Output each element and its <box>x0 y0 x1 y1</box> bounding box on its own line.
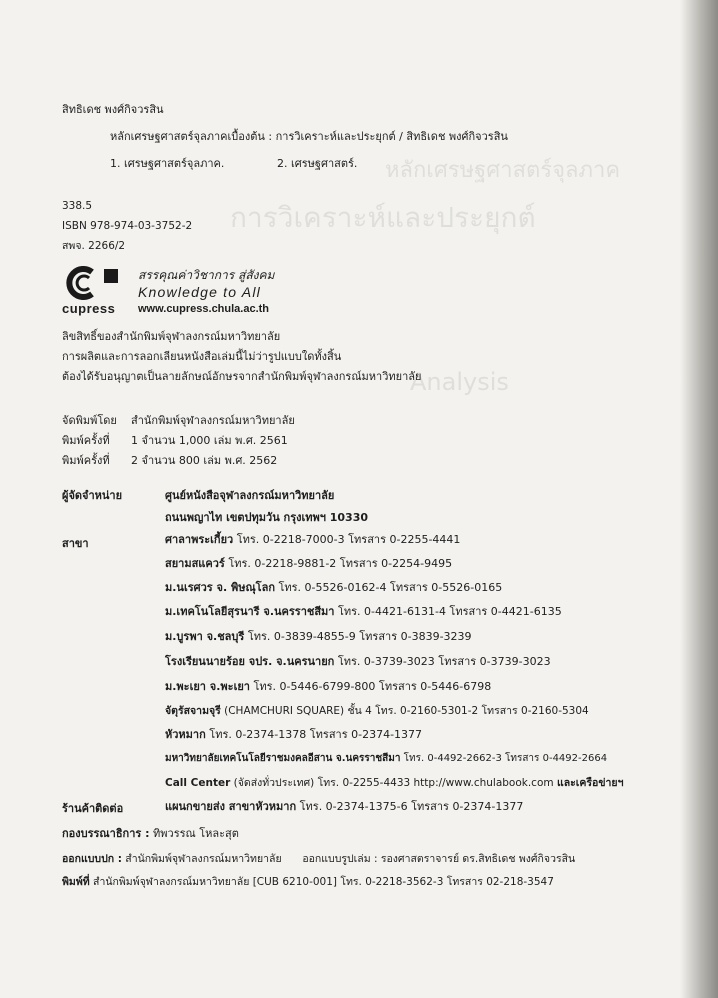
logo-slogan-thai: สรรคุณค่าวิชาการ สู่สังคม <box>138 268 275 282</box>
branch-contact: โทร. 0-5446-6799-800 โทรสาร 0-5446-6798 <box>253 680 492 693</box>
print-1-value: 1 จำนวน 1,000 เล่ม พ.ศ. 2561 <box>131 434 288 447</box>
retail-value: แผนกขายส่ง สาขาหัวหมาก <box>165 800 297 813</box>
branch-contact: โทร. 0-3839-4855-9 โทรสาร 0-3839-3239 <box>247 630 472 643</box>
catalog-subject-1: 1. เศรษฐศาสตร์จุลภาค. <box>110 157 225 170</box>
distributor-name: ศูนย์หนังสือจุฬาลงกรณ์มหาวิทยาลัย <box>165 489 335 502</box>
list-item <box>165 704 589 718</box>
distributor-address: ถนนพญาไท เขตปทุมวัน กรุงเทพฯ 10330 <box>165 511 369 524</box>
branch-contact: โทร. 0-2218-7000-3 โทรสาร 0-2255-4441 <box>236 533 461 546</box>
editor-line <box>62 827 239 841</box>
branch-name: มหาวิทยาลัยเทคโนโลยีราชมงคลอีสาน จ.นครราชสีมา <box>165 753 401 764</box>
copyright-line-3: ต้องได้รับอนุญาตเป็นลายลักษณ์อักษรจากสำนักพิมพ์จุฬาลงกรณ์มหาวิทยาลัย <box>62 370 422 383</box>
list-item <box>165 680 491 694</box>
distributor-label: ผู้จัดจำหน่าย <box>62 489 123 502</box>
branch-contact: โทร. 0-4492-2662-3 โทรสาร 0-4492-2664 <box>403 753 608 764</box>
branch-name: ม.นเรศวร จ. พิษณุโลก <box>165 581 275 594</box>
catalog-isbn: ISBN 978-974-03-3752-2 <box>62 220 193 232</box>
editor-label: กองบรรณาธิการ : <box>62 827 150 840</box>
branch-name: โรงเรียนนายร้อย จปร. จ.นครนายก <box>165 655 335 668</box>
retail-line <box>165 800 523 814</box>
printer-line <box>62 875 554 889</box>
publisher-value: สำนักพิมพ์จุฬาลงกรณ์มหาวิทยาลัย <box>131 414 295 427</box>
layout-design-value: รองศาสตราจารย์ ดร.สิทธิเดช พงศ์กิจวรสิน <box>380 853 576 865</box>
call-center-contact: (จัดส่งทั่วประเทศ) โทร. 0-2255-4433 http://www.chulabook.com <box>233 777 554 789</box>
call-center-name: Call Center <box>165 777 231 789</box>
list-item <box>165 630 472 644</box>
book-spine-shadow <box>680 0 718 998</box>
logo-slogan-english: Knowledge to All <box>138 284 261 300</box>
branch-name: ม.เทคโนโลยีสุรนารี จ.นครราชสีมา <box>165 605 335 618</box>
copyright-line-1: ลิขสิทธิ์ของสำนักพิมพ์จุฬาลงกรณ์มหาวิทยาลัย <box>62 330 281 343</box>
logo-wordmark: cupress <box>62 301 116 316</box>
printer-value: สำนักพิมพ์จุฬาลงกรณ์มหาวิทยาลัย [CUB 6210-001] โทร. 0-2218-3562-3 โทรสาร 02-218-3547 <box>93 876 554 888</box>
layout-design-label: ออกแบบรูปเล่ม : <box>302 853 378 865</box>
cover-design-value: สำนักพิมพ์จุฬาลงกรณ์มหาวิทยาลัย <box>125 853 282 865</box>
print-1-label: พิมพ์ครั้งที่ <box>62 434 110 447</box>
catalog-spw: สพจ. 2266/2 <box>62 240 126 252</box>
branch-name: หัวหมาก <box>165 728 206 741</box>
catalog-author: สิทธิเดช พงศ์กิจวรสิน <box>62 103 164 116</box>
show-through-text: การวิเคราะห์และประยุกต์ <box>230 201 536 234</box>
branch-contact: โทร. 0-2218-9881-2 โทรสาร 0-2254-9495 <box>228 557 453 570</box>
cover-design-label: ออกแบบปก : <box>62 853 122 865</box>
branch-contact: โทร. 0-2374-1378 โทรสาร 0-2374-1377 <box>209 728 423 741</box>
branch-name: ศาลาพระเกี้ยว <box>165 533 234 546</box>
copyright-line-2: การผลิตและการลอกเลียนหนังสือเล่มนี้ไม่ว่ารูปแบบใดทั้งสิ้น <box>62 350 342 363</box>
retail-label: ร้านค้าติดต่อ <box>62 802 124 815</box>
show-through-text: หลักเศรษฐศาสตร์จุลภาค <box>385 158 621 183</box>
list-item <box>165 728 422 742</box>
branch-contact: (CHAMCHURI SQUARE) ชั้น 4 โทร. 0-2160-5301-2 โทรสาร 0-2160-5304 <box>224 705 589 717</box>
print-2-value: 2 จำนวน 800 เล่ม พ.ศ. 2562 <box>131 454 278 467</box>
list-item <box>165 533 460 547</box>
catalog-subject-2: 2. เศรษฐศาสตร์. <box>277 157 358 170</box>
list-item <box>165 776 623 790</box>
design-line <box>62 852 575 866</box>
list-item <box>165 655 551 669</box>
editor-value: ทิพวรรณ โหละสุต <box>153 827 239 840</box>
branch-name: ม.พะเยา จ.พะเยา <box>165 680 250 693</box>
catalog-class-no: 338.5 <box>62 200 93 212</box>
list-item <box>165 581 502 595</box>
call-center-network: และเครือข่ายฯ <box>556 777 624 789</box>
printer-label: พิมพ์ที่ <box>62 876 90 888</box>
branch-name: ม.บูรพา จ.ชลบุรี <box>165 630 245 643</box>
cupress-logo-icon <box>62 266 122 300</box>
branch-contact: โทร. 0-4421-6131-4 โทรสาร 0-4421-6135 <box>337 605 562 618</box>
publisher-label: จัดพิมพ์โดย <box>62 414 117 427</box>
branch-contact: โทร. 0-5526-0162-4 โทรสาร 0-5526-0165 <box>278 581 503 594</box>
list-item <box>165 752 607 766</box>
branch-contact: โทร. 0-3739-3023 โทรสาร 0-3739-3023 <box>337 655 551 668</box>
catalog-title: หลักเศรษฐศาสตร์จุลภาคเบื้องต้น : การวิเคราะห์และประยุกต์ / สิทธิเดช พงศ์กิจวรสิน <box>110 130 508 143</box>
print-2-label: พิมพ์ครั้งที่ <box>62 454 110 467</box>
retail-contact: โทร. 0-2374-1375-6 โทรสาร 0-2374-1377 <box>299 800 524 813</box>
publisher-url: www.cupress.chula.ac.th <box>138 303 270 315</box>
branch-label: สาขา <box>62 537 89 550</box>
show-through-text: Analysis <box>410 368 509 396</box>
list-item <box>165 557 452 571</box>
branch-name: สยามสแควร์ <box>165 557 225 570</box>
list-item <box>165 605 562 619</box>
branch-name: จัตุรัสจามจุรี <box>165 705 221 717</box>
